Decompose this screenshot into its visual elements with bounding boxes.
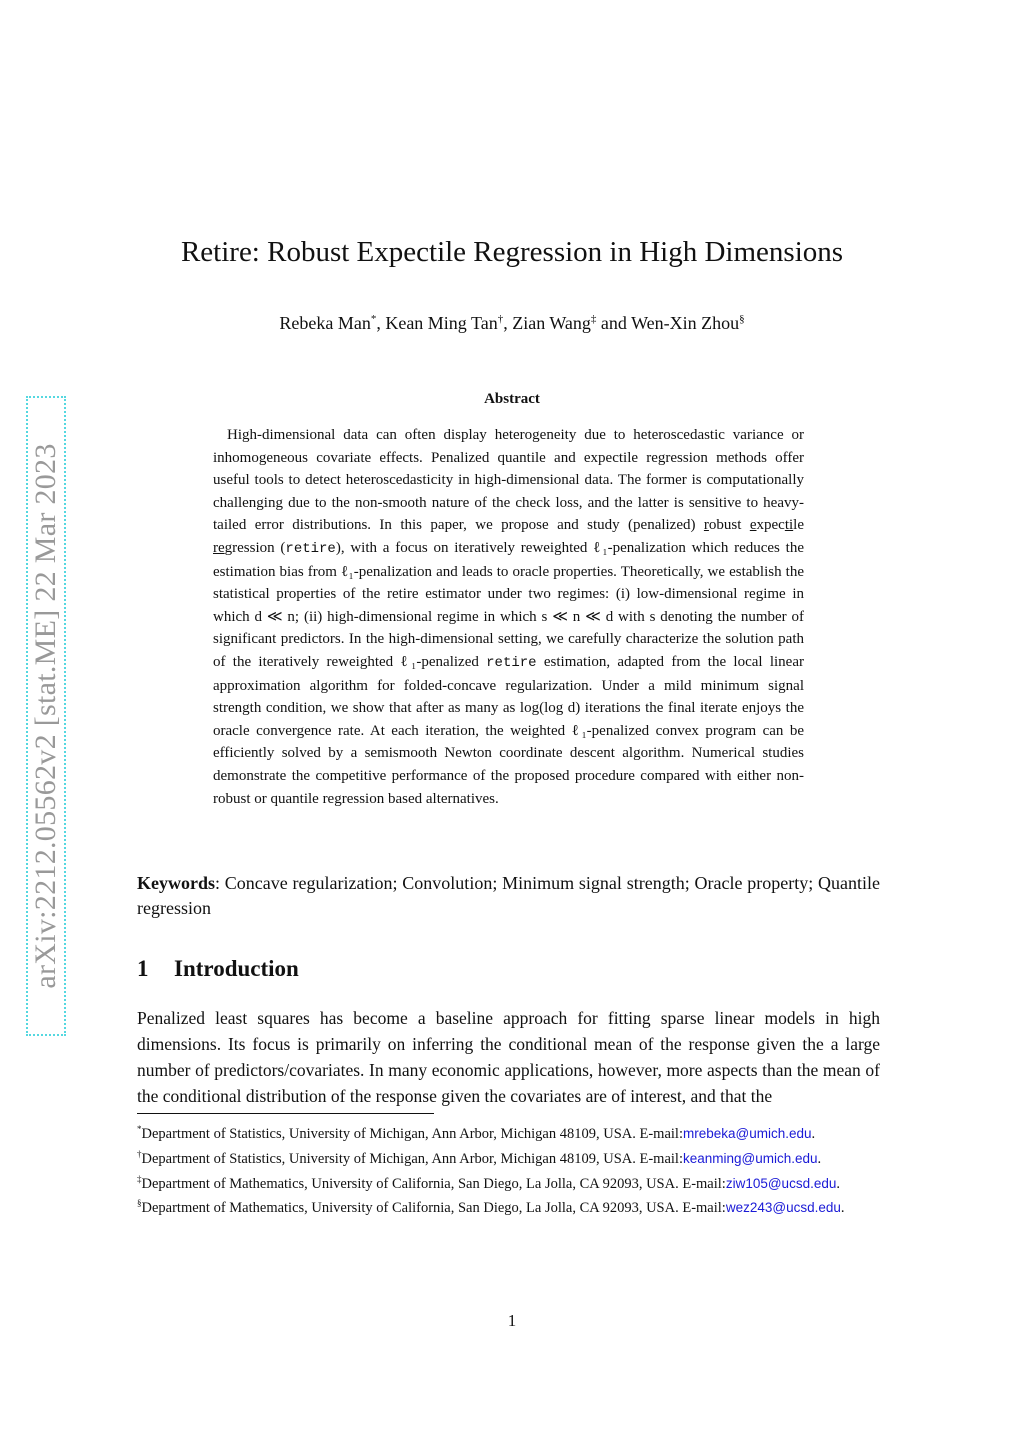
code-retire: retire [285, 540, 336, 557]
author-footnote-mark[interactable]: § [739, 313, 745, 325]
author-list: Rebeka Man*, Kean Ming Tan†, Zian Wang‡ and Wen-Xin Zhou§ [279, 313, 745, 333]
abstract-heading: Abstract [484, 391, 540, 407]
abstract-paragraph: High-dimensional data can often display heterogeneity due to heteroscedastic variance or inhomogeneous covariate effects. Penalized quantile and expectile regression methods offer useful tools to detect heteroscedasticity in high-dimensional data. The former is computationally challenging due to the non-smooth nature of the check loss, and the latter is sensitive to heavy-tailed error distributions. In this paper, we propose and study (penalized) robust expectile regression (retire), with a focus on iteratively reweighted ℓ₁-penalization which reduces the estimation bias from ℓ₁-penalization and leads to oracle properties. Theoretically, we establish the statistical properties of the retire estimator under two regimes: (i) low-dimensional regime in which d ≪ n; (ii) high-dimensional regime in which s ≪ n ≪ d with s denoting the number of significant predictors. In the high-dimensional setting, we carefully characterize the solution path of the iteratively reweighted ℓ₁-penalized retire estimation, adapted from the local linear approximation algorithm for folded-concave regularization. Under a mild minimum signal strength condition, we show that after as many as log(log d) iterations the final iterate enjoys the oracle convergence rate. At each iteration, the weighted ℓ₁-penalized convex program can be efficiently solved by a semismooth Newton coordinate descent algorithm. Numerical studies demonstrate the competitive performance of the proposed procedure compared with either non-robust or quantile regression based alternatives. [213, 427, 804, 807]
section-title: Introduction [174, 956, 299, 981]
author-footnote-mark[interactable]: † [497, 313, 504, 325]
author-name: Rebeka Man [279, 313, 371, 333]
author-name: Kean Ming Tan [385, 313, 498, 333]
author-name: Wen-Xin Zhou [631, 313, 740, 333]
email-link[interactable]: wez243@ucsd.edu [725, 1200, 841, 1216]
footnote: †Department of Statistics, University of Michigan, Ann Arbor, Michigan 48109, USA. E-mail:keanming@umich.edu. [137, 1148, 822, 1167]
footnote: §Department of Mathematics, University of California, San Diego, La Jolla, CA 92093, USA. E-mail:wez243@ucsd.edu. [137, 1198, 845, 1217]
code-retire: retire [486, 654, 537, 671]
section-heading-introduction [137, 956, 299, 982]
email-link[interactable]: ziw105@ucsd.edu [725, 1175, 837, 1191]
abstract-body [213, 424, 804, 810]
footnotes [137, 1119, 880, 1218]
author-footnote-mark[interactable]: * [370, 313, 377, 325]
footnote-divider [137, 1113, 434, 1114]
page-number: 1 [507, 1311, 517, 1330]
footnote: ‡Department of Mathematics, University of California, San Diego, La Jolla, CA 92093, USA. E-mail:ziw105@ucsd.edu. [137, 1173, 840, 1192]
keywords [137, 871, 880, 921]
arxiv-identifier-stamp [26, 396, 66, 1036]
section-number: 1 [137, 956, 149, 981]
email-link[interactable]: keanming@umich.edu [682, 1150, 818, 1166]
keywords-text: : Concave regularization; Convolution; Minimum signal strength; Oracle property; Quantile regression [137, 873, 880, 918]
author-name: Zian Wang [512, 313, 591, 333]
introduction-paragraph: Penalized least squares has become a baseline approach for fitting sparse linear models in high dimensions. Its focus is primarily on inferring the conditional mean of the response given the a large number of predictors/covariates. In many economic applications, however, more aspects than the mean of the conditional distribution of the response given the covariates are of interest, and that the [137, 1008, 880, 1106]
email-link[interactable]: mrebeka@umich.edu [682, 1125, 812, 1141]
arxiv-identifier-text: arXiv:2212.05562v2 [stat.ME] 22 Mar 2023 [29, 443, 62, 989]
keywords-label: Keywords [137, 873, 215, 893]
footnote: *Department of Statistics, University of Michigan, Ann Arbor, Michigan 48109, USA. E-mail:mrebeka@umich.edu. [137, 1124, 816, 1142]
paper-title: Retire: Robust Expectile Regression in High Dimensions [180, 236, 844, 268]
author-footnote-mark[interactable]: ‡ [590, 313, 597, 325]
